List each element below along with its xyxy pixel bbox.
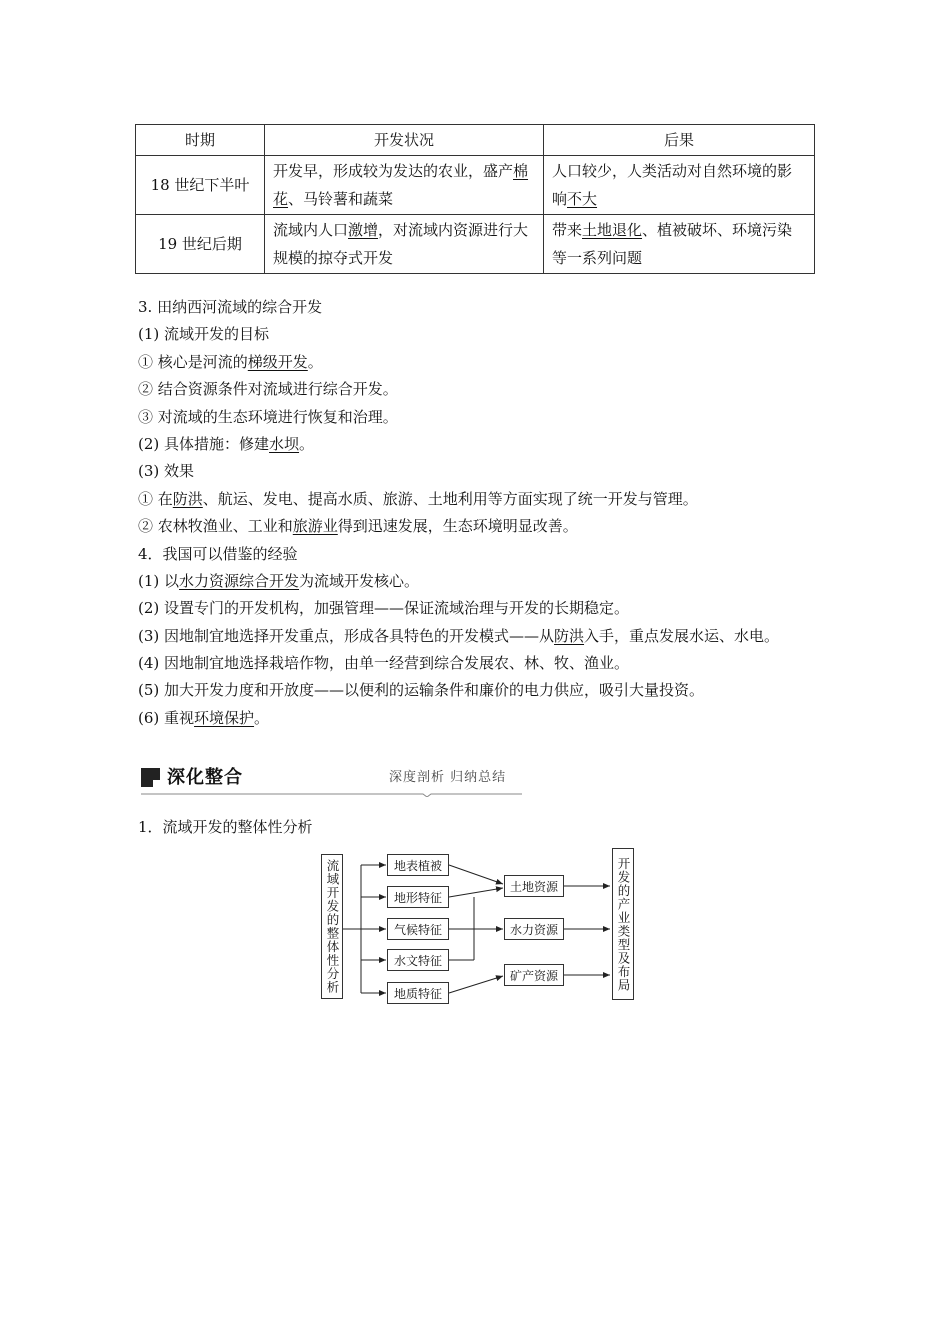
item-3 [138, 623, 818, 650]
key-term: 水坝 [269, 434, 300, 453]
diagram-connectors [316, 848, 641, 1003]
text: 得到迅速发展，生态环境明显改善。 [337, 517, 578, 536]
key-term: 防洪 [172, 489, 203, 508]
result-text: 人口较少，人类活动对自然环境的影响 [552, 162, 793, 208]
effect-title: (3) 效果 [138, 462, 195, 481]
header-period: 时期 [136, 125, 265, 156]
factor-box: 气候特征 [387, 918, 449, 940]
item-4: (4) 因地制宜地选择栽培作物，由单一经营到综合发展农、林、牧、渔业。 [138, 654, 630, 673]
key-term: 旅游业 [292, 517, 338, 536]
resource-box: 矿产资源 [504, 964, 564, 986]
key-term: 梯级开发 [247, 352, 308, 371]
text: 入手，重点发展水运、水电。 [584, 626, 780, 645]
text: (2) 具体措施：修建 [138, 434, 270, 453]
status-key: 棉花 [273, 162, 529, 208]
section4-title: 4．我国可以借鉴的经验 [138, 544, 298, 563]
item-6 [138, 705, 818, 732]
text: 为流域开发核心。 [299, 571, 420, 590]
period-cell: 19 世纪后期 [136, 215, 265, 274]
text: (6) 重视 [138, 708, 195, 727]
table-row [136, 215, 815, 274]
status-text: 流域内人口 [273, 221, 349, 239]
flow-diagram [316, 848, 641, 1003]
section-banner [141, 764, 522, 798]
text: 、航运、发电、提高水质、旅游、土地利用等方面实现了统一开发与管理。 [202, 489, 698, 508]
status-cell [265, 156, 544, 215]
analysis-title: 1．流域开发的整体性分析 [138, 818, 313, 836]
banner-square-icon [141, 768, 160, 787]
section3-title: 3. 田纳西河流域的综合开发 [138, 298, 323, 316]
diagram-right-box: 开发的产业类型及布局 [612, 848, 634, 1000]
result-key: 土地退化 [582, 221, 643, 239]
development-table [135, 124, 815, 274]
text: ② 农林牧渔业、工业和 [138, 517, 293, 536]
period-cell: 18 世纪下半叶 [136, 156, 265, 215]
text: (3) 因地制宜地选择开发重点，形成各具特色的开发模式——从 [138, 626, 555, 645]
result-cell [544, 215, 815, 274]
item-2: (2) 设置专门的开发机构，加强管理——保证流域治理与开发的长期稳定。 [138, 599, 630, 618]
banner-subtitle: 深度剖析 归纳总结 [389, 770, 507, 785]
measure [138, 431, 818, 458]
header-result: 后果 [544, 125, 815, 156]
result-key: 不大 [567, 190, 598, 208]
header-status: 开发状况 [265, 125, 544, 156]
factor-box: 地表植被 [387, 854, 449, 876]
status-cell [265, 215, 544, 274]
key-term: 防洪 [554, 626, 585, 645]
banner-title: 深化整合 [167, 767, 243, 788]
key-term: 水力资源综合开发 [179, 571, 300, 590]
result-cell [544, 156, 815, 215]
status-text: ，对流域内资源进行大规模的掠夺式开发 [273, 221, 529, 267]
effect-1 [138, 486, 818, 513]
factor-box: 水文特征 [387, 949, 449, 971]
text: ① 核心是河流的 [138, 352, 248, 371]
item-5: (5) 加大开发力度和开放度——以便利的运输条件和廉价的电力供应，吸引大量投资。 [138, 681, 705, 700]
factor-box: 地形特征 [387, 886, 449, 908]
result-text: 带来 [552, 221, 583, 239]
status-text: 开发早，形成较为发达的农业，盛产 [273, 162, 514, 180]
resource-box: 水力资源 [504, 918, 564, 940]
diagram-left-box: 流域开发的整体性分析 [321, 854, 343, 999]
goal-2: ② 结合资源条件对流域进行综合开发。 [138, 380, 398, 399]
text: 。 [307, 352, 323, 371]
text: 。 [254, 708, 270, 727]
table-header-row [136, 125, 815, 156]
body-text [138, 294, 818, 732]
result-text: 、植被破坏、环境污染等一系列问题 [552, 221, 793, 267]
text: (1) 以 [138, 571, 180, 590]
text: ① 在 [138, 489, 173, 508]
table-row [136, 156, 815, 215]
text: 。 [299, 434, 315, 453]
goal-1 [138, 349, 818, 376]
goal-3: ③ 对流域的生态环境进行恢复和治理。 [138, 407, 398, 426]
status-text: 、马铃薯和蔬菜 [288, 190, 394, 208]
key-term: 环境保护 [194, 708, 255, 727]
status-key: 激增 [348, 221, 379, 239]
item-1 [138, 568, 818, 595]
banner-divider [141, 793, 522, 797]
factor-box: 地质特征 [387, 982, 449, 1004]
effect-2 [138, 513, 818, 540]
resource-box: 土地资源 [504, 875, 564, 897]
goal-title: (1) 流域开发的目标 [138, 325, 270, 344]
